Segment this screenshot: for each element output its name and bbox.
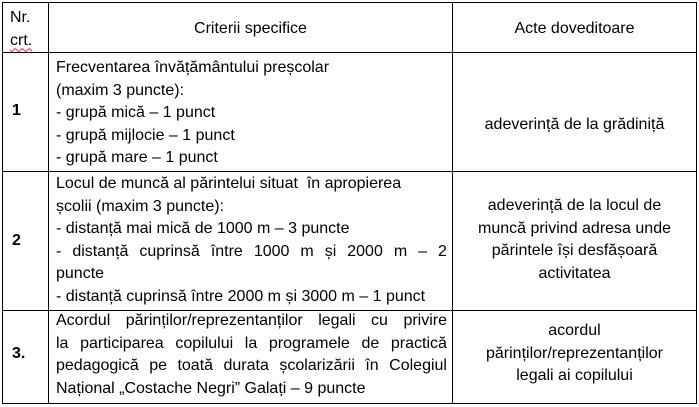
word: Acordul [56, 312, 111, 329]
row-number-label: 3. [12, 345, 26, 362]
row-divider [2, 171, 697, 172]
word: părinților/reprezentanților [125, 312, 303, 329]
word: Colegiul [389, 357, 447, 374]
word: - [56, 242, 62, 260]
word: copilului [175, 334, 234, 352]
row-number-label: 1 [12, 102, 21, 119]
word: și [324, 242, 337, 260]
row-number-label: 2 [12, 232, 21, 249]
criteria-line: - grupă mică – 1 punct [56, 104, 216, 121]
word: 1000 [253, 242, 290, 260]
word: 2000 [347, 242, 383, 260]
table-border-left [2, 2, 3, 404]
word: între [210, 242, 243, 260]
word: la [244, 334, 258, 352]
proof-cell [453, 320, 696, 388]
row-divider [2, 52, 697, 53]
table-border-bottom [2, 403, 697, 404]
criteria-cell [56, 310, 447, 400]
word: legali [318, 312, 356, 329]
criteria-line: Locul de muncă al părintelui situat în apropierea [56, 175, 402, 192]
header-nr-cell [10, 7, 46, 52]
word: durata [223, 357, 269, 374]
word: participarea [80, 334, 164, 352]
header-proof-label: Acte doveditoare [514, 20, 635, 37]
word: privire [403, 312, 447, 329]
criteria-line: - distanță cuprinsă între 2000 m și 3000 m – 1 punct [56, 287, 426, 305]
header-criteria-label: Criterii specifice [194, 20, 307, 37]
criteria-line: Național „Costache Negri” Galați – 9 puncte [56, 379, 366, 397]
proof-line: acordul [548, 322, 601, 339]
criteria-line: școlii (maxim 3 puncte): [56, 197, 225, 215]
proof-line: părintele își desfășoară [491, 242, 658, 259]
header-criteria [49, 18, 452, 41]
word: pe [149, 357, 167, 374]
word: de [361, 334, 380, 352]
word: în [365, 357, 379, 374]
proof-line: legali ai copilului [516, 367, 633, 384]
criteria-line: (maxim 3 puncte): [56, 81, 185, 99]
header-proof [453, 18, 696, 41]
criteria-cell [56, 57, 450, 170]
proof-cell [453, 195, 696, 285]
header-nr-line: Nr. [10, 9, 31, 26]
header-nr-line: crt. [10, 31, 33, 49]
word: toată [177, 357, 214, 374]
proof-line: adeverință de la grădiniță [484, 116, 665, 133]
proof-line: părinților/reprezentanților [486, 344, 663, 362]
criteria-line-justified [56, 333, 447, 356]
column-divider [48, 2, 49, 404]
proof-line: muncă privind adresa unde [477, 219, 671, 237]
criteria-line-justified [56, 241, 447, 264]
criteria-line: - grupă mijlocie – 1 punct [56, 126, 235, 144]
word: programele [268, 334, 350, 352]
word: școlarizării [279, 357, 355, 374]
proof-line: adeverință de la locul de [487, 197, 662, 214]
table-border-top [2, 2, 697, 3]
word: practică [390, 334, 447, 352]
word: 2 [438, 242, 447, 260]
row-number [12, 230, 46, 253]
criteria-line: Frecventarea învățământului preșcolar [56, 59, 330, 76]
word: – [418, 242, 428, 260]
criteria-cell [56, 173, 447, 308]
proof-line: activitatea [538, 264, 611, 282]
word: distanță [72, 242, 129, 260]
table-border-right [696, 2, 697, 404]
word: cuprinsă [139, 242, 200, 260]
criteria-line: puncte [56, 265, 105, 282]
criteria-line-justified [56, 310, 447, 333]
word: m [300, 242, 314, 260]
word: pedagogică [56, 357, 139, 374]
row-number [12, 100, 46, 123]
criteria-line: - grupă mare – 1 punct [56, 149, 218, 166]
criteria-line: - distanță mai mică de 1000 m – 3 puncte [56, 220, 350, 237]
proof-cell [453, 114, 696, 137]
word: cu [371, 312, 388, 329]
word: la [56, 334, 69, 352]
word: m [393, 242, 408, 260]
row-number [12, 343, 46, 366]
criteria-line-justified [56, 355, 447, 378]
